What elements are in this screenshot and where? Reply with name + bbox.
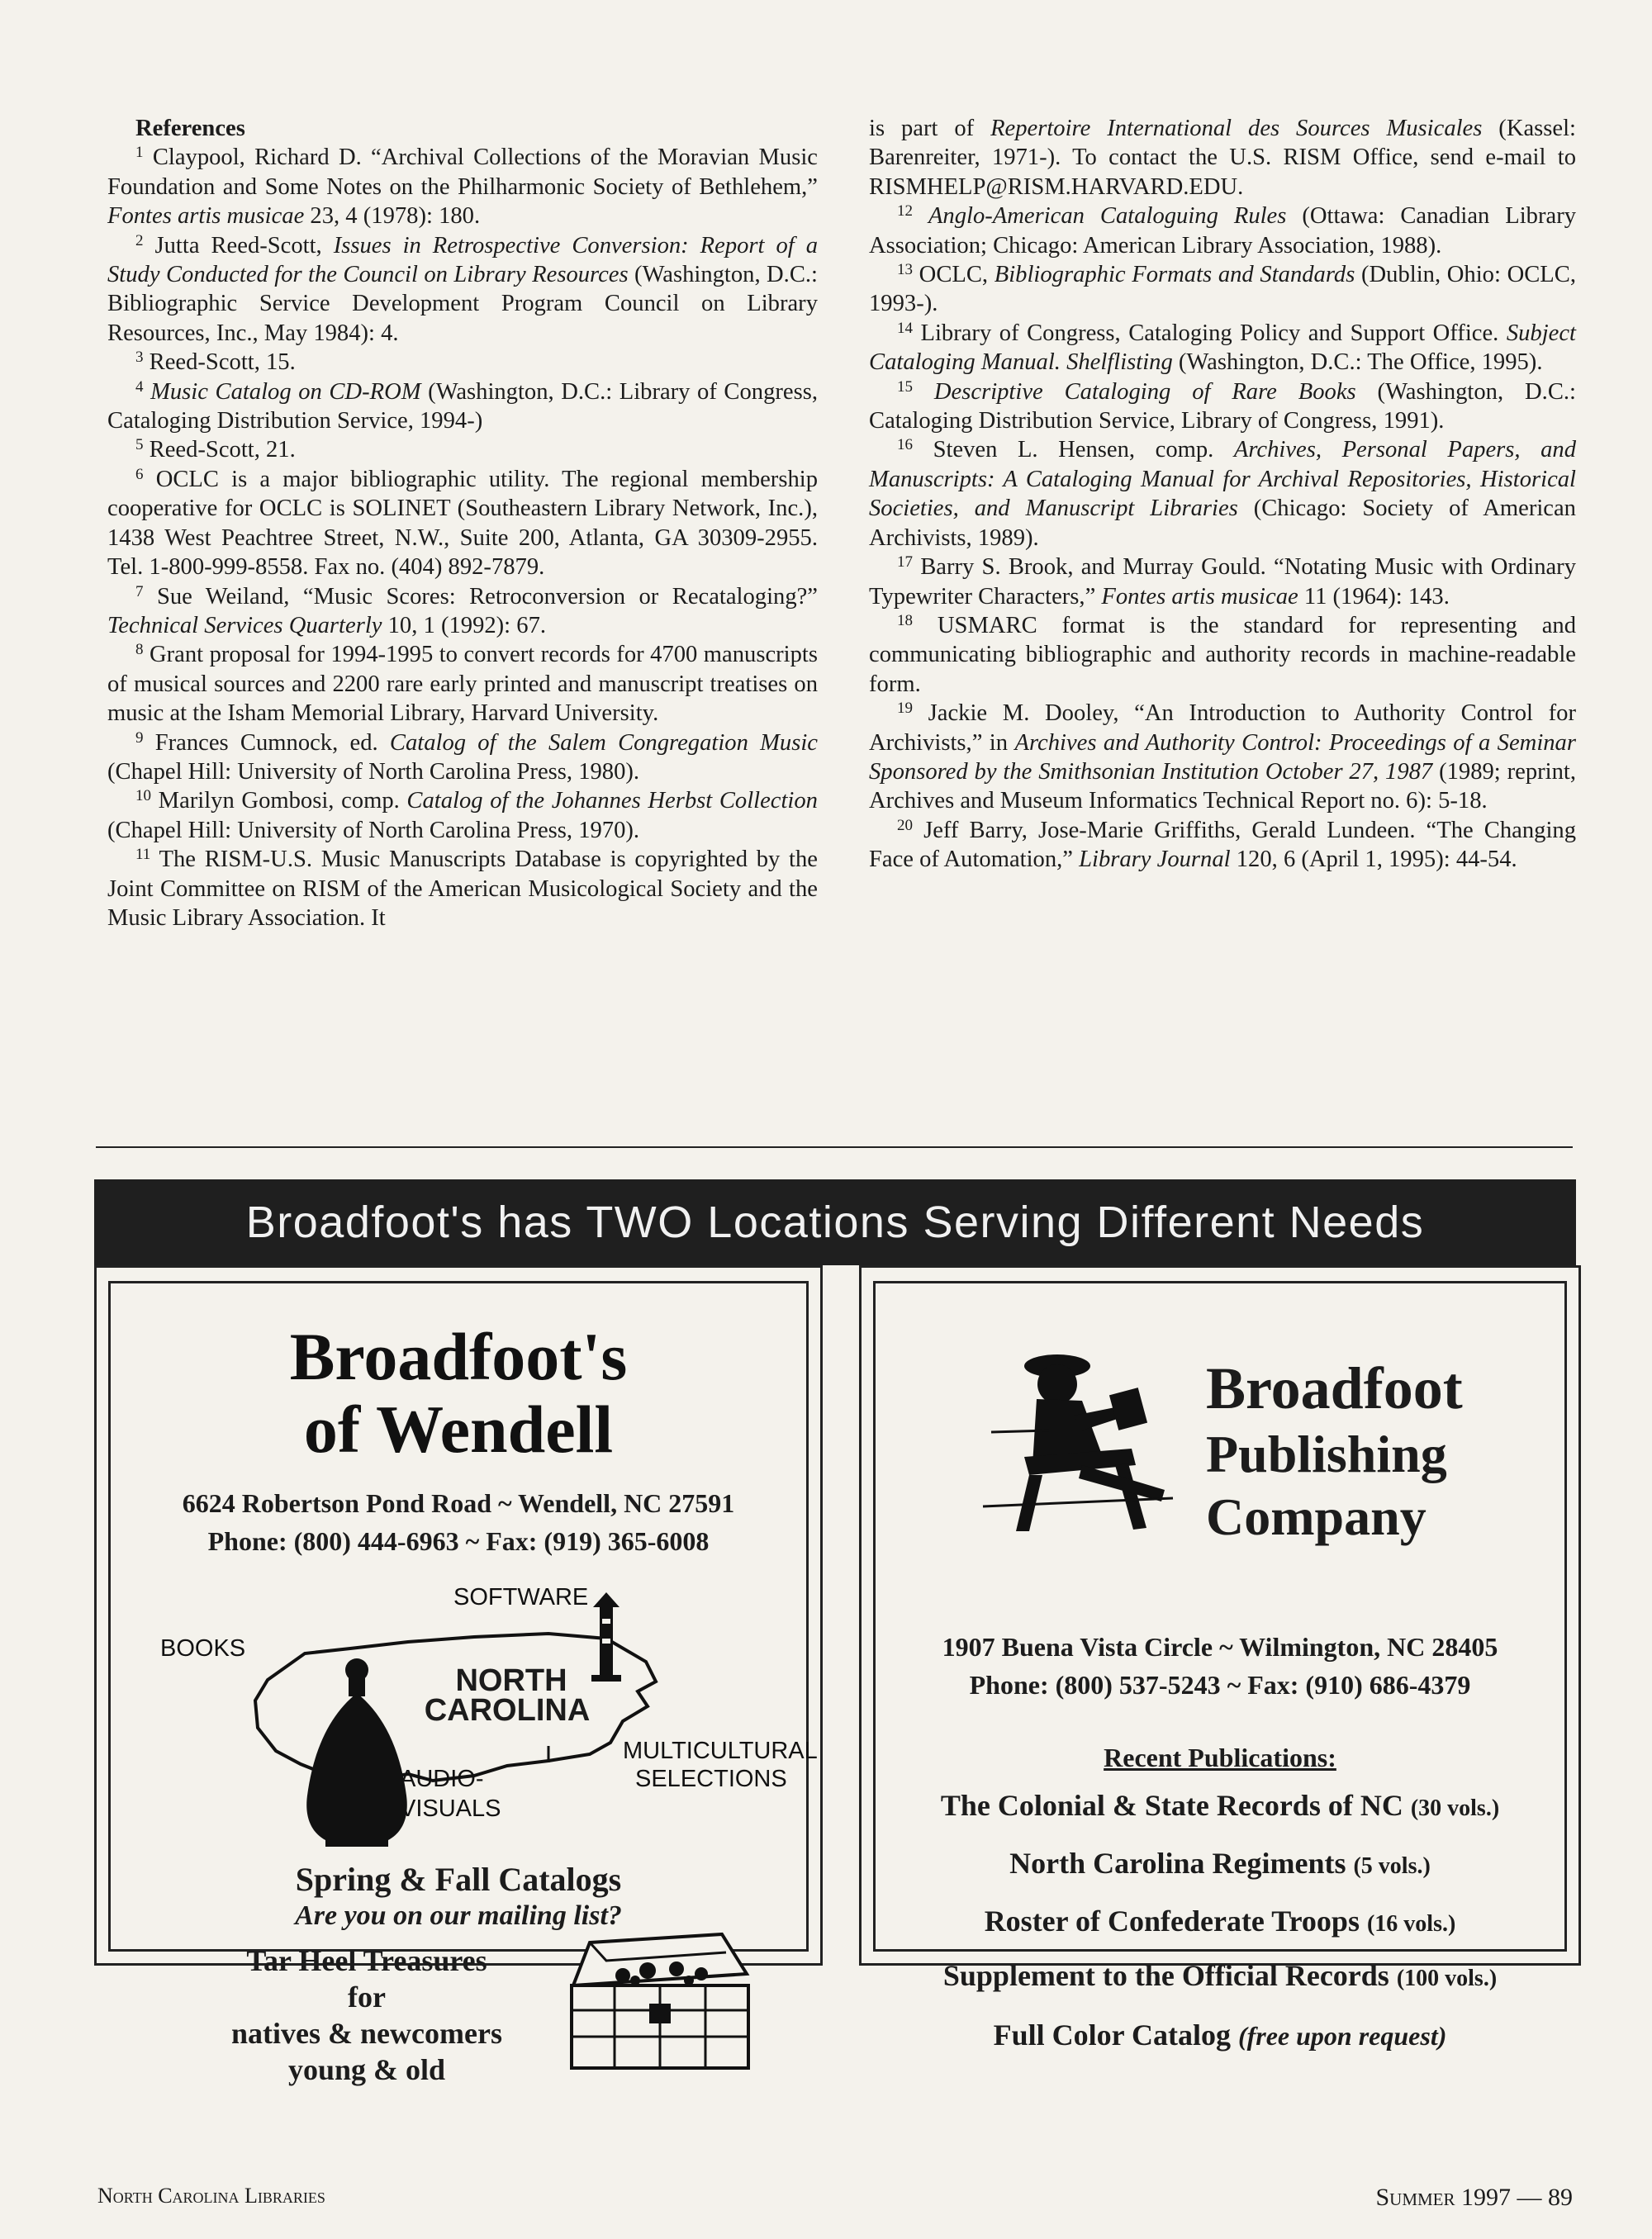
wendell-title-line1: Broadfoot's [289, 1319, 628, 1394]
full-color-catalog [876, 2018, 1564, 2052]
reference-title: Catalog of the Salem Congregation Music [389, 729, 818, 756]
reference-text: 11 (1964): 143. [1298, 583, 1450, 610]
reference-entry [107, 728, 818, 787]
reference-entry [107, 465, 818, 582]
reference-entry [107, 377, 818, 436]
reference-title: Music Catalog on CD-ROM [150, 378, 421, 405]
references-left-column [107, 114, 818, 932]
reference-title: Fontes artis musicae [1101, 583, 1298, 610]
reference-title: Issues in Retrospective Conversion: Report of a Study Conducted for the Council on Library Resources [107, 232, 818, 288]
map-label-software: SOFTWARE [453, 1584, 589, 1610]
reference-number: 18 [897, 611, 913, 629]
reference-number: 5 [135, 436, 144, 454]
reference-entry [107, 640, 818, 728]
ad-inner-border [108, 1281, 818, 2086]
reference-number: 4 [135, 377, 144, 396]
reference-text: USMARC format is the standard for representing and communicating bibliographic and authority records in machine-readable form. [869, 612, 1576, 697]
wendell-phone: Phone: (800) 444-6963 ~ Fax: (919) 365-6008 [207, 1526, 710, 1556]
catalog-label: Full Color Catalog [993, 2018, 1231, 2052]
publication-item [876, 1959, 1564, 1995]
wendell-treasures: Tar Heel Treasures [246, 1944, 487, 1977]
publishing-title-broadfoot: Broadfoot [1206, 1355, 1463, 1421]
footer-year-page: 1997 — 89 [1461, 2184, 1573, 2211]
reference-text: (Chicago: Society of American Archivists, 1989). [869, 496, 1576, 551]
reference-entry [869, 114, 1576, 202]
catalog-note: (free upon request) [1237, 2021, 1447, 2051]
reference-text: Marilyn Gombosi, comp. [158, 788, 407, 814]
ad-broadfoots-wendell [94, 1265, 823, 2086]
nc-map-graphic [160, 1584, 818, 1870]
wendell-natives: natives & newcomers [231, 2017, 502, 2050]
reference-entry [107, 582, 818, 641]
map-label-multicultural: MULTICULTURAL [623, 1738, 818, 1764]
reference-text: Claypool, Richard D. “Archival Collections of the Moravian Music Foundation and Some Notes on the Philharmonic Society of Bethlehem,” [107, 145, 818, 200]
reference-text: OCLC is a major bibliographic utility. The regional membership cooperative for OCLC is SOLINET (Southeastern Library Network, Inc.), 1438 West Peachtree Street, N.W., Suite 200, Atlanta, GA 30309-2955. Tel. 1-800-999-8558. Fax no. (404) 892-7879. [107, 466, 818, 581]
publication-vols: (30 vols.) [1410, 1795, 1500, 1821]
publication-vols: (5 vols.) [1353, 1853, 1431, 1879]
reference-text: (Kassel: Barenreiter, 1971-). To contact the U.S. RISM Office, send e-mail to RISMHELP@RISM.HARVARD.EDU. [869, 116, 1577, 200]
reference-number: 2 [135, 231, 144, 249]
reference-title: Archives and Authority Control: Proceedings of a Seminar Sponsored by the Smithsonian Institution October 27, 1987 [869, 729, 1576, 785]
reference-number: 10 [135, 787, 151, 805]
reference-entry [869, 260, 1576, 319]
reference-entry [107, 231, 818, 349]
reference-entry [107, 845, 818, 932]
reference-text: Frances Cumnock, ed. [154, 729, 390, 756]
reference-number: 12 [897, 202, 913, 221]
reference-title: Repertoire International des Sources Musicales [990, 116, 1483, 141]
reference-number: 14 [897, 319, 913, 337]
reference-number: 6 [135, 465, 144, 483]
reference-text: (Washington, D.C.: Cataloging Distribution Service, Library of Congress, 1991). [869, 378, 1576, 434]
publication-vols: (100 vols.) [1396, 1966, 1498, 1991]
reference-entry [869, 699, 1576, 816]
reference-number: 1 [135, 144, 144, 162]
reference-number: 20 [897, 816, 913, 834]
reference-number: 16 [897, 436, 913, 454]
publication-title: The Colonial & State Records of NC [940, 1789, 1403, 1822]
wendell-address: 6624 Robertson Pond Road ~ Wendell, NC 27591 [182, 1488, 735, 1518]
reference-number: 13 [897, 261, 913, 279]
reading-figure-icon [958, 1333, 1198, 1548]
reference-entry [869, 202, 1576, 260]
reference-text: 23, 4 (1978): 180. [304, 203, 481, 230]
reference-text: (1989; reprint, Archives and Museum Informatics Technical Report no. 6): 5-18. [869, 758, 1576, 814]
reference-title: Library Journal [1079, 847, 1231, 873]
reference-entry [869, 319, 1576, 377]
reference-text: Reed-Scott, 15. [149, 349, 296, 376]
reference-entry [869, 377, 1576, 436]
publication-title: North Carolina Regiments [1009, 1847, 1346, 1880]
footer-page [1375, 2184, 1573, 2212]
reference-title: Fontes artis musicae [107, 203, 305, 230]
map-label-carolina: CAROLINA [424, 1693, 591, 1728]
references-heading: References [135, 116, 245, 141]
reference-entry [107, 348, 818, 377]
reference-entry [869, 611, 1576, 699]
footer-season: Summer [1375, 2184, 1455, 2211]
map-label-visuals: VISUALS [400, 1795, 501, 1822]
reference-text: 120, 6 (April 1, 1995): 44-54. [1230, 847, 1517, 873]
wendell-treasures-block [185, 1943, 548, 2088]
map-label-north: NORTH [455, 1663, 567, 1698]
ad-banner: Broadfoot's has TWO Locations Serving Different Needs [94, 1179, 1576, 1265]
reference-title: Subject Cataloging Manual. Shelflisting [869, 320, 1576, 376]
reference-number: 15 [897, 377, 913, 396]
reference-number: 8 [135, 641, 144, 659]
reference-title: Anglo-American Cataloguing Rules [928, 203, 1287, 230]
reference-number: 11 [135, 846, 151, 864]
reference-entry [869, 553, 1576, 611]
reference-number: 7 [135, 582, 144, 600]
ad-broadfoot-publishing [859, 1265, 1581, 2052]
publishing-address: 1907 Buena Vista Circle ~ Wilmington, NC 28405 [942, 1632, 1498, 1662]
reference-text: The RISM-U.S. Music Manuscripts Database is copyrighted by the Joint Committee on RISM of the American Musicological Society and the Music Library Association. It [107, 847, 818, 931]
reference-text: Barry S. Brook, and Murray Gould. “Notating Music with Ordinary Typewriter Characters,” [869, 554, 1576, 610]
references-right-column [869, 114, 1576, 875]
publishing-phone: Phone: (800) 537-5243 ~ Fax: (910) 686-4379 [969, 1670, 1471, 1700]
reference-text: (Chapel Hill: University of North Carolina Press, 1970). [107, 817, 640, 843]
treasure-chest-icon [557, 1928, 763, 2076]
reference-number: 3 [135, 349, 144, 367]
reference-text: Reed-Scott, 21. [149, 437, 296, 463]
reference-entry [869, 435, 1576, 553]
reference-entry [107, 786, 818, 845]
publication-item [876, 1847, 1564, 1883]
reference-list-left [107, 143, 818, 932]
reference-text: (Chapel Hill: University of North Carolina Press, 1980). [107, 758, 640, 785]
publishing-title-line2: Publishing [1206, 1425, 1447, 1483]
wendell-young: young & old [287, 2053, 446, 2086]
reference-text: (Washington, D.C.: The Office, 1995). [1172, 349, 1543, 376]
reference-list-right [869, 114, 1576, 875]
reference-text: Library of Congress, Cataloging Policy and Support Office. [920, 320, 1507, 346]
reference-title: Technical Services Quarterly [107, 612, 382, 638]
wendell-mailing: Are you on our mailing list? [295, 1900, 622, 1931]
reference-text: (Washington, D.C.: Library of Congress, Cataloging Distribution Service, 1994-) [107, 378, 818, 434]
reference-text: Steven L. Hensen, comp. [933, 437, 1234, 463]
reference-title: Catalog of the Johannes Herbst Collection [406, 788, 818, 814]
wendell-catalogs: Spring & Fall Catalogs [295, 1861, 622, 1898]
ad-inner-border [873, 1281, 1567, 2052]
reference-text: (Washington, D.C.: Bibliographic Service Development Program Council on Library Resources, Inc., May 1984): 4. [107, 262, 818, 346]
reference-text: (Ottawa: Canadian Library Association; Chicago: American Library Association, 1988). [869, 203, 1577, 259]
wendell-title-line2: of Wendell [303, 1392, 614, 1467]
publishing-title-line1 [1206, 1355, 1463, 1421]
reference-text: Jutta Reed-Scott, [154, 232, 334, 259]
footer-journal: North Carolina Libraries [97, 2184, 325, 2208]
reference-title: Bibliographic Formats and Standards [994, 262, 1355, 288]
publication-title: Roster of Confederate Troops [984, 1905, 1360, 1938]
publication-item [876, 1789, 1564, 1825]
reference-number: 9 [135, 728, 144, 747]
publication-vols: (16 vols.) [1366, 1911, 1456, 1937]
publication-item [876, 1905, 1564, 1941]
map-label-audio: AUDIO- [400, 1766, 484, 1792]
reference-text: OCLC, [919, 262, 995, 288]
reference-text: Grant proposal for 1994-1995 to convert records for 4700 manuscripts of musical sources and 2200 rare early printed and manuscript treatises on music at the Isham Memorial Library, Harvard University. [107, 642, 818, 727]
reference-title: Descriptive Cataloging of Rare Books [933, 378, 1356, 405]
nc-map-icon [160, 1589, 805, 1870]
publishing-title-line3: Company [1206, 1487, 1427, 1546]
map-label-selections: SELECTIONS [635, 1766, 787, 1792]
reference-text: (Dublin, Ohio: OCLC, 1993-). [869, 262, 1576, 317]
publication-title: Supplement to the Official Records [942, 1959, 1389, 1992]
reference-title: Archives, Personal Papers, and Manuscripts: A Cataloging Manual for Archival Repositories, Historical Societies, and Manuscript Libraries [869, 437, 1576, 522]
reference-text: Jeff Barry, Jose-Marie Griffiths, Gerald Lundeen. “The Changing Face of Automation,” [869, 817, 1576, 873]
reference-number: 17 [897, 553, 913, 572]
reference-text: 10, 1 (1992): 67. [382, 612, 547, 638]
recent-publications-heading: Recent Publications: [1104, 1743, 1336, 1772]
map-label-books: BOOKS [160, 1635, 246, 1662]
reference-entry [107, 143, 818, 230]
section-divider [96, 1146, 1573, 1148]
reference-text: is part of [869, 116, 991, 141]
reference-text: Jackie M. Dooley, “An Introduction to Authority Control for Archivists,” in [869, 700, 1576, 756]
wendell-for: for [348, 1980, 386, 2014]
reference-entry [107, 435, 818, 464]
reference-text: Sue Weiland, “Music Scores: Retroconversion or Recataloging?” [156, 583, 818, 610]
reference-number: 19 [897, 700, 913, 718]
reference-entry [869, 816, 1576, 875]
